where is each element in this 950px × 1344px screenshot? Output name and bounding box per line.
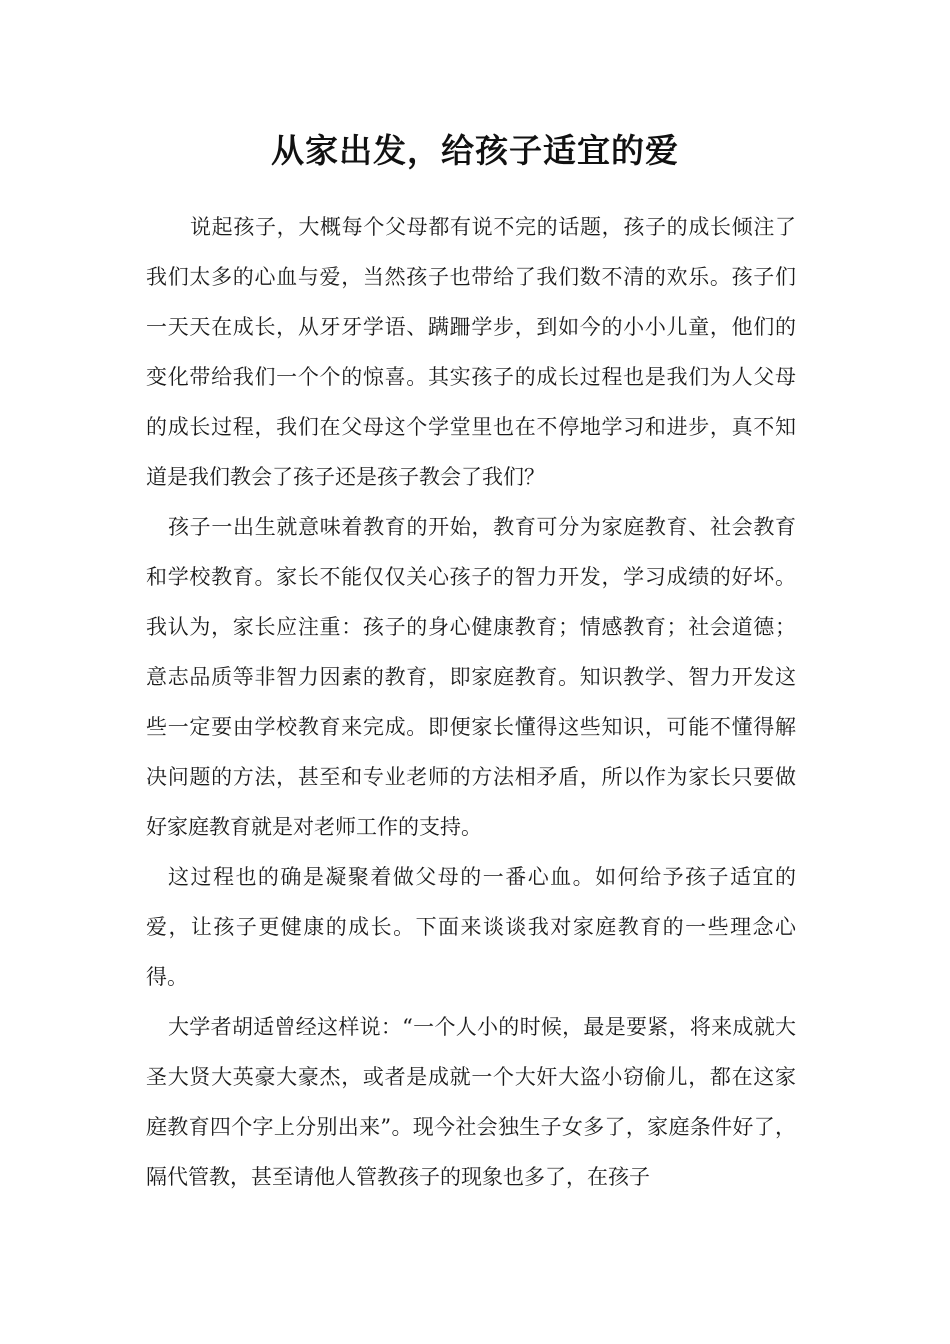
paragraph-2: 孩子一出生就意味着教育的开始，教育可分为家庭教育、社会教育和学校教育。家长不能仅仅关心孩子的智力开发，学习成绩的好坏。我认为，家长应注重：孩子的身心健康教育；情感教育；社会道德；意志品质等非智力因素的教育，即家庭教育。知识教学、智力开发这些一定要由学校教育来完成。即便家长懂得这些知识，可能不懂得解决问题的方法，甚至和专业老师的方法相矛盾，所以作为家长只要做好家庭教育就是对老师工作的支持。: [146, 515, 796, 839]
paragraph-1: 说起孩子，大概每个父母都有说不完的话题，孩子的成长倾注了我们太多的心血与爱，当然孩子也带给了我们数不清的欢乐。孩子们一天天在成长，从牙牙学语、蹒跚学步，到如今的小小儿童，他们的变化带给我们一个个的惊喜。其实孩子的成长过程也是我们为人父母的成长过程，我们在父母这个学堂里也在不停地学习和进步，真不知道是我们教会了孩子还是孩子教会了我们？: [146, 215, 796, 489]
document-body: [146, 202, 796, 1202]
document-title: 从家出发，给孩子适宜的爱: [271, 131, 679, 170]
paragraph-3: 这过程也的确是凝聚着做父母的一番心血。如何给予孩子适宜的爱，让孩子更健康的成长。下面来谈谈我对家庭教育的一些理念心得。: [146, 865, 796, 989]
paragraph-4: 大学者胡适曾经这样说：“一个人小的时候，最是要紧，将来成就大圣大贤大英豪大豪杰，或者是成就一个大奸大盗小窃偷儿，都在这家庭教育四个字上分别出来”。现今社会独生子女多了，家庭条件好了，隔代管教，甚至请他人管教孩子的现象也多了，在孩子: [146, 1015, 796, 1189]
